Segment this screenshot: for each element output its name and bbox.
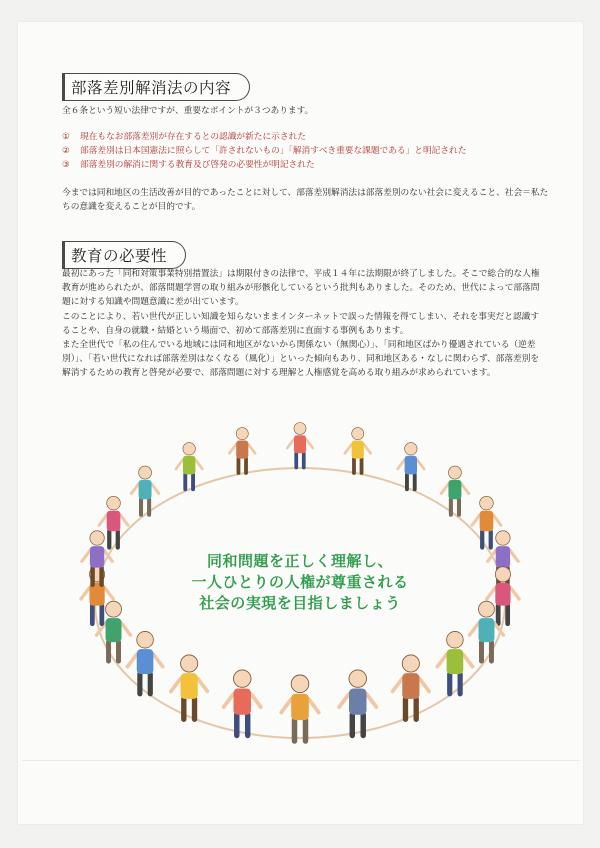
person-figure — [127, 631, 162, 693]
paragraph: 最初にあった「同和対策事業特別措置法」は期限付きの法律で、平成１４年に法期限が終了しました。そこで総合的な人権教育が進められたが、部落問題学習の取り組みが形骸化しているという批判もありました。そのため、世代によって部落問題に対する知識や問題意識に差が出ています。 — [62, 269, 540, 308]
person-figure — [398, 443, 424, 490]
education-body — [62, 267, 540, 381]
person-figure — [229, 428, 255, 473]
paragraph: また全世代で「私の住んでいる地域には同和地区がないから関係ない（無関心）」、「同和地区ばかり優遇されている（逆差別）」、「若い世代になれば部落差別はなくなる（風化）」といった傾向もあり、同和地区ある・なしに関わらず、部落差別を解消するための教育と啓発が必要で、部落問題に対する理解と人権感覚を高める取り組みが求められています。 — [62, 340, 540, 379]
section-heading-content: 部落差別解消法の内容 — [62, 73, 250, 101]
person-figure — [287, 423, 313, 468]
slogan-line: 同和問題を正しく理解し、 — [206, 552, 393, 570]
person-figure — [281, 675, 318, 741]
paragraph: このことにより、若い世代が正しい知識を知らないままインターネットで誤った情報を得てしまい、それを事実だと認識することや、自身の就職・結婚という場面で、初めて部落差別に直面する事例もあります。 — [62, 311, 540, 336]
list-item: ③ 部落差別の解消に関する教育及び啓発の必要性が明記された — [62, 160, 315, 170]
key-points-list — [62, 130, 466, 172]
slogan-line: 一人ひとりの人権が尊重される — [191, 573, 409, 591]
person-figure — [437, 631, 472, 693]
person-figure — [224, 670, 261, 736]
slogan-line: 社会の実現を目指しましょう — [199, 594, 401, 612]
list-item: ① 現在もなお部落差別が存在するとの認識が新たに示された — [62, 132, 306, 142]
divider — [22, 760, 580, 761]
person-figure — [345, 428, 371, 473]
list-item: ② 部落差別は日本国憲法に照らして「許されないもの」「解消すべき重要な課題である」と明記された — [62, 146, 467, 156]
slogan — [150, 551, 450, 614]
person-figure — [339, 670, 376, 736]
person-figure — [176, 443, 202, 490]
section-heading-education: 教育の必要性 — [62, 241, 186, 269]
summary-text: 今までは同和地区の生活改善が目的であったことに対して、部落差別解消法は部落差別のない社会に変えること、社会＝私たちの意識を変えることが目的です。 — [62, 188, 549, 213]
intro-text: 全６条という短い法律ですが、重要なポイントが３つあります。 — [62, 106, 314, 116]
